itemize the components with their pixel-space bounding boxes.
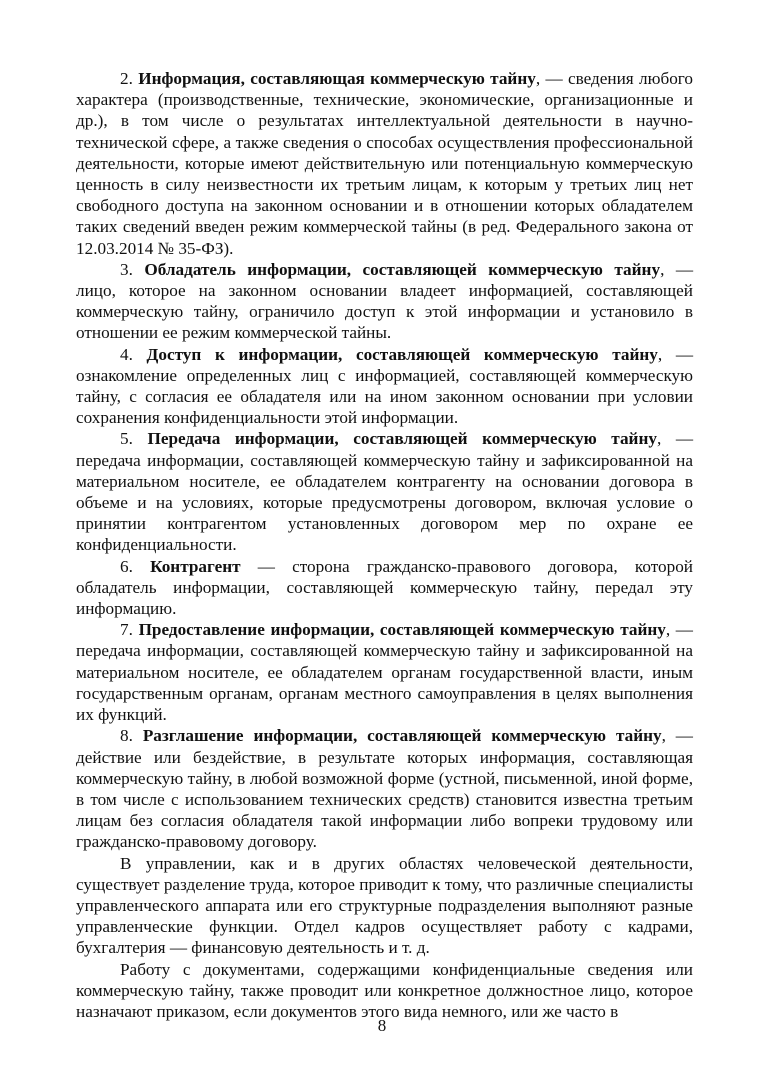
definition-text: , — сведения любого характера (производственные, технические, экономические, организационные и др.), в том числе о результатах интеллектуальной деятельности в научно-технической сфере, а также сведения о способах осуществления профессиональной деятельности, которые имеют действительную или потенциальную коммерческую ценность в силу неизвестности их третьим лицам, к которым у третьих лиц нет свободного доступа на законном основании и в отношении которых обладателем таких сведений введен режим коммерческой тайны (в ред. Федерального закона от 12.03.2014 № 35-ФЗ).: [76, 69, 694, 258]
document-page: [76, 68, 693, 1022]
definition-paragraph-6: [76, 556, 693, 620]
definition-paragraph-3: [76, 259, 693, 344]
defined-term: Разглашение информации, составляющей коммерческую тайну: [142, 726, 662, 746]
page-number: 8: [377, 1016, 387, 1035]
paragraph-number: 7.: [120, 620, 133, 640]
paragraph-number: 5.: [120, 429, 133, 449]
paragraph-number: 4.: [120, 344, 133, 364]
body-paragraph: Работу с документами, содержащими конфиденциальные сведения или коммерческую тайну, также проводит или конкретное должностное лицо, которое назначают приказом, если документов этого вида немного, или же часто в: [76, 959, 693, 1021]
definition-text: , — передача информации, составляющей коммерческую тайну и зафиксированной на материальном носителе, ее обладателем контрагенту на основании договора в объеме и на условиях, которые предусмотрены договором, включая условие о принятии контрагентом установленных договором мер по охране ее конфиденциальности.: [76, 429, 694, 555]
definition-text: , — действие или бездействие, в результате которых информация, составляющая коммерческую тайну, в любой возможной форме (устной, письменной, иной форме, в том числе с использованием технических средств) становится известна третьим лицам без согласия обладателя такой информации либо вопреки трудовому или гражданско-правовому договору.: [76, 726, 693, 852]
paragraph-number: 6.: [120, 556, 133, 576]
paragraph-number: 3.: [120, 259, 133, 279]
defined-term: Доступ к информации, составляющей коммерческую тайну: [146, 344, 658, 364]
defined-term: Обладатель информации, составляющей коммерческую тайну: [144, 259, 661, 279]
definition-paragraph-2: [76, 68, 693, 259]
definition-text: , — ознакомление определенных лиц с информацией, составляющей коммерческую тайну, с согласия ее обладателя или на ином законном основании при условии сохранения конфиденциальности этой информации.: [76, 344, 693, 428]
definition-paragraph-5: [76, 428, 693, 555]
definition-paragraph-4: [76, 344, 693, 429]
paragraph-number: 8.: [120, 726, 133, 746]
definition-paragraph-7: [76, 619, 693, 725]
defined-term: Предоставление информации, составляющей коммерческую тайну: [138, 620, 666, 640]
paragraph-number: 2.: [120, 69, 133, 88]
definition-paragraph-8: [76, 725, 693, 852]
body-paragraph: В управлении, как и в других областях человеческой деятельности, существует разделение труда, которое приводит к тому, что различные специалисты управленческого аппарата или его структурные подразделения выполняют разные управленческие функции. Отдел кадров осуществляет работу с кадрами, бухгалтерия — финансовую деятельность и т. д.: [76, 853, 693, 958]
definition-text: , — лицо, которое на законном основании владеет информацией, составляющей коммерческую тайну, ограничило доступ к этой информации и установило в отношении ее режим коммерческой тайны.: [76, 259, 694, 343]
definition-text: — сторона гражданско-правового договора, которой обладатель информации, составляющей коммерческую тайну, передал эту информацию.: [76, 556, 693, 619]
defined-term: Контрагент: [150, 556, 241, 576]
definition-text: , — передача информации, составляющей коммерческую тайну и зафиксированной на материальном носителе, ее обладателем органам государственной власти, иным государственным органам, органам местного самоуправления в целях выполнения их функций.: [76, 620, 693, 725]
defined-term: Передача информации, составляющей коммерческую тайну: [147, 429, 657, 449]
defined-term: Информация, составляющая коммерческую тайну: [138, 69, 536, 88]
